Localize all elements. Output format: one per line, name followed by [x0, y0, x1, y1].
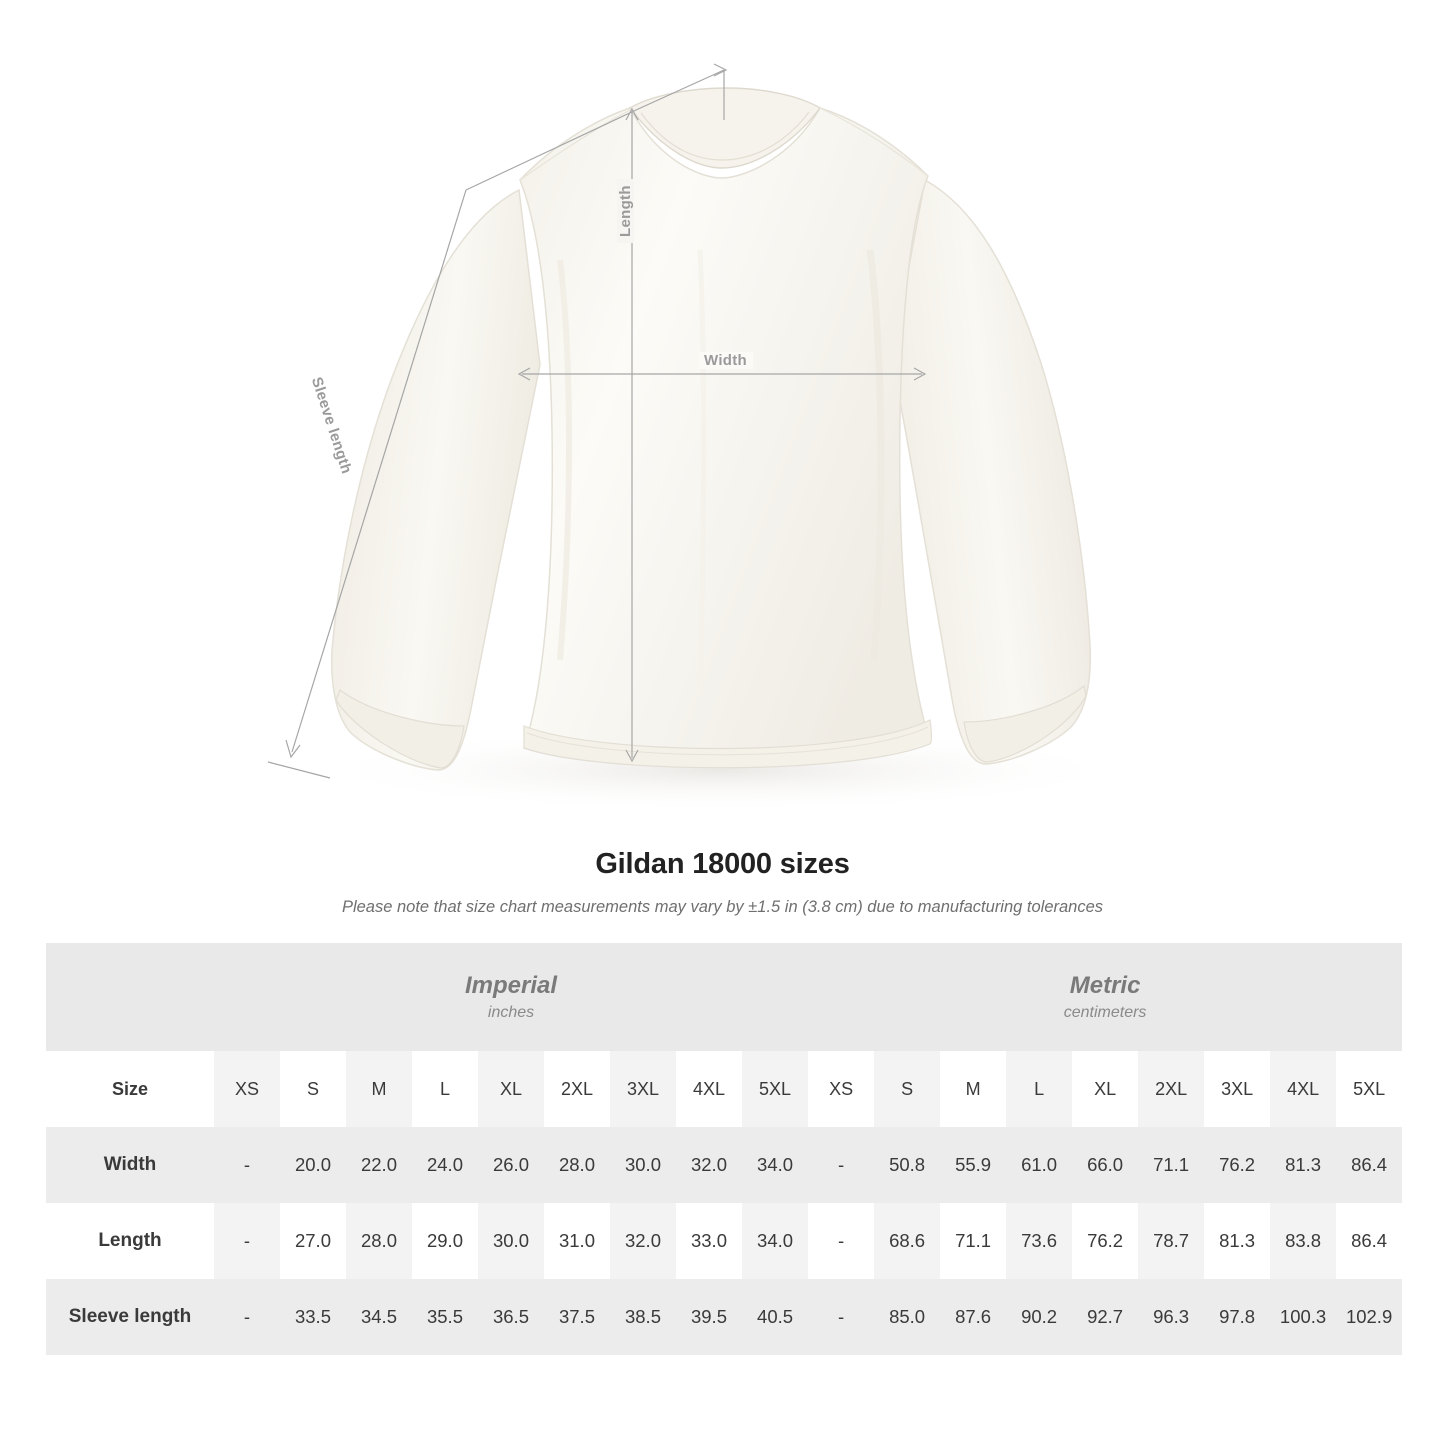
cell-sleeve-imp-2: 34.5 [346, 1279, 412, 1355]
cell-width-imp-4: 26.0 [478, 1127, 544, 1203]
cell-length-imp-0: - [214, 1203, 280, 1279]
cell-length-met-7: 83.8 [1270, 1203, 1336, 1279]
cell-sleeve-imp-0: - [214, 1279, 280, 1355]
unit-imperial-name: Imperial [465, 971, 558, 999]
cell-sleeve-met-0: - [808, 1279, 874, 1355]
cell-width-imp-2: 22.0 [346, 1127, 412, 1203]
cell-width-met-2: 55.9 [940, 1127, 1006, 1203]
cell-length-imp-3: 29.0 [412, 1203, 478, 1279]
title-block [0, 848, 1445, 917]
cell-sleeve-met-2: 87.6 [940, 1279, 1006, 1355]
cell-length-met-1: 68.6 [874, 1203, 940, 1279]
sleeve-length-dimension-label: Sleeve length [307, 375, 356, 476]
cell-length-imp-2: 28.0 [346, 1203, 412, 1279]
unit-header-row [46, 943, 1402, 1051]
header-size-met-5: 2XL [1138, 1051, 1204, 1127]
length-dimension-label: Length [617, 179, 634, 243]
header-size-imp-4: XL [478, 1051, 544, 1127]
cell-length-imp-5: 31.0 [544, 1203, 610, 1279]
cell-sleeve-met-5: 96.3 [1138, 1279, 1204, 1355]
header-size: Size [46, 1051, 214, 1127]
cell-sleeve-imp-5: 37.5 [544, 1279, 610, 1355]
cell-sleeve-imp-1: 33.5 [280, 1279, 346, 1355]
cell-width-imp-8: 34.0 [742, 1127, 808, 1203]
cell-width-imp-5: 28.0 [544, 1127, 610, 1203]
cell-sleeve-imp-8: 40.5 [742, 1279, 808, 1355]
header-size-imp-0: XS [214, 1051, 280, 1127]
sweatshirt-body [332, 88, 1091, 770]
cell-width-met-8: 86.4 [1336, 1127, 1402, 1203]
header-size-met-3: L [1006, 1051, 1072, 1127]
cell-length-met-8: 86.4 [1336, 1203, 1402, 1279]
header-size-imp-7: 4XL [676, 1051, 742, 1127]
cell-width-met-7: 81.3 [1270, 1127, 1336, 1203]
header-size-met-7: 4XL [1270, 1051, 1336, 1127]
table-row-width [46, 1127, 1402, 1203]
cell-sleeve-met-1: 85.0 [874, 1279, 940, 1355]
cell-sleeve-imp-4: 36.5 [478, 1279, 544, 1355]
table-row-sleeve-length [46, 1279, 1402, 1355]
cell-length-met-5: 78.7 [1138, 1203, 1204, 1279]
cell-width-imp-3: 24.0 [412, 1127, 478, 1203]
cell-length-imp-4: 30.0 [478, 1203, 544, 1279]
cell-width-imp-0: - [214, 1127, 280, 1203]
header-size-met-6: 3XL [1204, 1051, 1270, 1127]
cell-width-imp-1: 20.0 [280, 1127, 346, 1203]
cell-width-imp-7: 32.0 [676, 1127, 742, 1203]
cell-length-imp-6: 32.0 [610, 1203, 676, 1279]
cell-sleeve-imp-3: 35.5 [412, 1279, 478, 1355]
size-table [46, 943, 1402, 1355]
header-size-met-2: M [940, 1051, 1006, 1127]
unit-imperial-sub: inches [487, 1004, 535, 1022]
cell-length-met-0: - [808, 1203, 874, 1279]
header-size-imp-2: M [346, 1051, 412, 1127]
page-title: Gildan 18000 sizes [595, 848, 850, 880]
unit-header-spacer [46, 943, 214, 1051]
unit-metric-name: Metric [1069, 971, 1141, 999]
cell-width-met-5: 71.1 [1138, 1127, 1204, 1203]
header-size-met-0: XS [808, 1051, 874, 1127]
cell-width-met-1: 50.8 [874, 1127, 940, 1203]
cell-sleeve-imp-7: 39.5 [676, 1279, 742, 1355]
cell-length-met-4: 76.2 [1072, 1203, 1138, 1279]
header-size-met-8: 5XL [1336, 1051, 1402, 1127]
unit-metric-sub: centimeters [1063, 1004, 1147, 1022]
cell-sleeve-met-3: 90.2 [1006, 1279, 1072, 1355]
cell-sleeve-met-6: 97.8 [1204, 1279, 1270, 1355]
unit-header-metric [808, 943, 1402, 1051]
header-size-imp-8: 5XL [742, 1051, 808, 1127]
cell-length-met-3: 73.6 [1006, 1203, 1072, 1279]
cell-length-met-2: 71.1 [940, 1203, 1006, 1279]
unit-header-imperial [214, 943, 808, 1051]
header-size-met-4: XL [1072, 1051, 1138, 1127]
header-size-imp-5: 2XL [544, 1051, 610, 1127]
cell-sleeve-met-7: 100.3 [1270, 1279, 1336, 1355]
width-dimension-label: Width [698, 352, 753, 369]
header-size-imp-6: 3XL [610, 1051, 676, 1127]
cell-width-met-4: 66.0 [1072, 1127, 1138, 1203]
cell-width-imp-6: 30.0 [610, 1127, 676, 1203]
size-header-row [46, 1051, 1402, 1127]
cell-sleeve-imp-6: 38.5 [610, 1279, 676, 1355]
table-row-length [46, 1203, 1402, 1279]
header-size-met-1: S [874, 1051, 940, 1127]
row-label-sleeve-length: Sleeve length [46, 1279, 214, 1355]
cell-sleeve-met-4: 92.7 [1072, 1279, 1138, 1355]
cell-width-met-3: 61.0 [1006, 1127, 1072, 1203]
cell-width-met-6: 76.2 [1204, 1127, 1270, 1203]
cell-length-imp-7: 33.0 [676, 1203, 742, 1279]
row-label-length: Length [46, 1203, 214, 1279]
header-size-imp-1: S [280, 1051, 346, 1127]
cell-sleeve-met-8: 102.9 [1336, 1279, 1402, 1355]
cell-length-met-6: 81.3 [1204, 1203, 1270, 1279]
cell-length-imp-8: 34.0 [742, 1203, 808, 1279]
header-size-imp-3: L [412, 1051, 478, 1127]
size-table-wrap [0, 943, 1445, 1355]
tolerance-note: Please note that size chart measurements may vary by ±1.5 in (3.8 cm) due to manufacturing tolerances [341, 898, 1104, 916]
cell-width-met-0: - [808, 1127, 874, 1203]
row-label-width: Width [46, 1127, 214, 1203]
cell-length-imp-1: 27.0 [280, 1203, 346, 1279]
